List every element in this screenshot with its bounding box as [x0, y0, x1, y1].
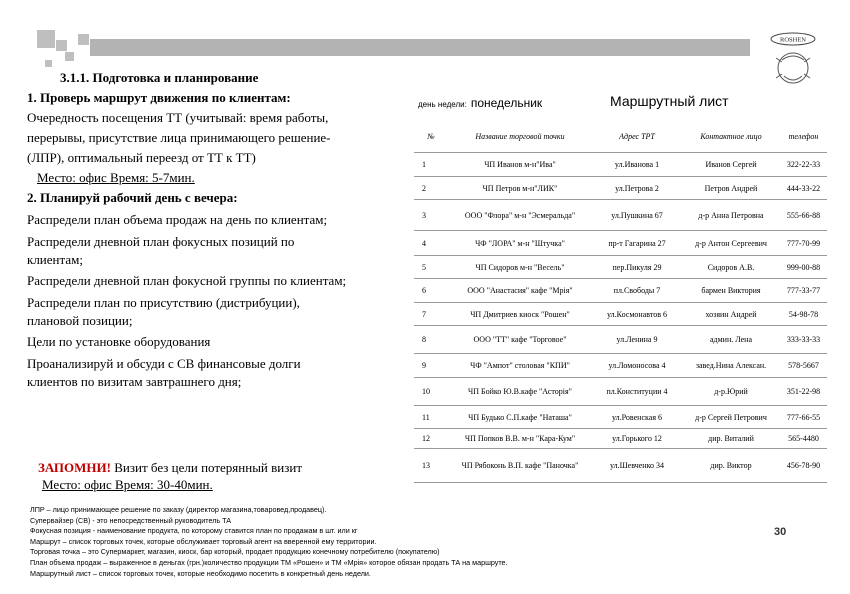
table-row [414, 406, 827, 429]
col-header: Адрес ТРТ [592, 121, 682, 153]
table-row [414, 378, 827, 406]
outlet-name: ООО "Анастасия" кафе "Мрія" [448, 279, 592, 303]
contact-person: хозяин Андрей [682, 303, 780, 326]
row-number: 3 [414, 200, 448, 231]
place-time-2: Место: офис Время: 30-40мин. [42, 477, 213, 492]
page-number: 30 [774, 526, 787, 538]
outlet-address: ул.Пушкина 67 [592, 200, 682, 231]
contact-person: админ. Лена [682, 326, 780, 354]
table-row [414, 200, 827, 231]
contact-person: дир. Виталий [682, 429, 780, 449]
step2-line: Распредели дневной план фокусной группы по клиентам; [27, 273, 347, 288]
phone: 444-33-22 [780, 177, 827, 200]
outlet-name: ЧП Сидоров м-н "Весель" [448, 256, 592, 279]
definition-line: План объема продаж – выраженное в деньгах (грн.)количество продукции ТМ «Рошен» и ТМ «Мрія» которое обязан продать ТА на маршруте. [30, 557, 508, 567]
row-number: 5 [414, 256, 448, 279]
row-number: 8 [414, 326, 448, 354]
definitions [30, 505, 508, 579]
phone: 777-66-55 [780, 406, 827, 429]
table-header-row [414, 121, 827, 153]
phone: 456-78-90 [780, 449, 827, 483]
decor-square [37, 30, 55, 48]
contact-person: Сидоров А.В. [682, 256, 780, 279]
outlet-address: пл.Конституции 4 [592, 378, 682, 406]
definition-line: Фокусная позиция - наименование продукта, по которому ставится план по продажам в шт. или кг [30, 526, 358, 536]
col-header: Контактное лицо [682, 121, 780, 153]
step2-line: клиентам; [27, 252, 83, 267]
phone: 54-98-78 [780, 303, 827, 326]
outlet-address: пл.Свободы 7 [592, 279, 682, 303]
outlet-name: ЧП Иванов м-н"Ива" [448, 153, 592, 177]
step1-line: перерывы, присутствие лица принимающего решение- [27, 130, 331, 145]
outlet-address: ул.Иванова 1 [592, 153, 682, 177]
route-table [414, 121, 827, 483]
phone: 999-00-88 [780, 256, 827, 279]
roshen-logo [762, 30, 824, 92]
table-row [414, 177, 827, 200]
outlet-name: ЧП Дмитриев киоск "Рошен" [448, 303, 592, 326]
outlet-name: ЧП Будько С.П.кафе "Наташа" [448, 406, 592, 429]
decor-square [65, 52, 74, 61]
weekday [418, 94, 542, 112]
row-number: 9 [414, 354, 448, 378]
contact-person: д-р Анна Петровна [682, 200, 780, 231]
row-number: 4 [414, 231, 448, 256]
outlet-name: ЧП Бойко Ю.В.кафе "Асторія" [448, 378, 592, 406]
row-number: 13 [414, 449, 448, 483]
outlet-name: ЧФ "ЛОРА" м-н "Штучка" [448, 231, 592, 256]
route-sheet-title: Маршрутный лист [610, 93, 729, 109]
contact-person: д-р Антон Сергеевич [682, 231, 780, 256]
contact-person: бармен Виктория [682, 279, 780, 303]
table-row [414, 231, 827, 256]
decor-square [56, 40, 67, 51]
phone: 555-66-88 [780, 200, 827, 231]
step2-line: Распредели план объема продаж на день по клиентам; [27, 212, 328, 227]
step1-heading: 1. Проверь маршрут движения по клиентам: [27, 90, 291, 105]
section-title: 3.1.1. Подготовка и планирование [60, 70, 259, 85]
weekday-value: понедельник [470, 96, 543, 110]
row-number: 7 [414, 303, 448, 326]
step1-line: Очередность посещения ТТ (учитывай: время работы, [27, 110, 329, 125]
header-bar [90, 39, 750, 56]
definition-line: Супервайзер (СВ) - это непосредственный руководитель ТА [30, 515, 232, 525]
outlet-name: ЧП Рябоконь В.П. кафе "Паночка" [448, 449, 592, 483]
table-row [414, 279, 827, 303]
contact-person: д-р.Юрий [682, 378, 780, 406]
outlet-address: ул.Горького 12 [592, 429, 682, 449]
remember-text: Визит без цели потерянный визит [110, 460, 303, 475]
definition-line: ЛПР – лицо принимающее решение по заказу (директор магазина,товаровед,продавец). [30, 505, 327, 514]
phone: 777-33-77 [780, 279, 827, 303]
outlet-name: ЧП Попков В.В. м-н "Кара-Кум" [448, 429, 592, 449]
row-number: 6 [414, 279, 448, 303]
table-row [414, 153, 827, 177]
phone: 565-4480 [780, 429, 827, 449]
step2-line: плановой позиции; [27, 313, 133, 328]
decor-square [45, 60, 52, 67]
decor-square [78, 34, 89, 45]
phone: 578-5667 [780, 354, 827, 378]
outlet-address: ул.Космонавтов 6 [592, 303, 682, 326]
col-header: Название торговой точки [448, 121, 592, 153]
row-number: 11 [414, 406, 448, 429]
outlet-name: ООО "ТТ" кафе "Торговое" [448, 326, 592, 354]
svg-text:ROSHEN: ROSHEN [779, 36, 807, 44]
col-header: телефон [780, 121, 827, 153]
step2-line: Распредели план по присутствию (дистрибуции), [27, 295, 300, 310]
contact-person: д-р Сергей Петрович [682, 406, 780, 429]
table-row [414, 429, 827, 449]
remember-label: ЗАПОМНИ! [38, 460, 111, 475]
table-row [414, 303, 827, 326]
step2-line: Распредели дневной план фокусных позиций по [27, 234, 295, 249]
table-row [414, 326, 827, 354]
weekday-label: день недели: [418, 100, 467, 109]
phone: 333-33-33 [780, 326, 827, 354]
contact-person: Петров Андрей [682, 177, 780, 200]
step2-line: Цели по установке оборудования [27, 334, 211, 349]
phone: 777-70-99 [780, 231, 827, 256]
table-row [414, 354, 827, 378]
outlet-address: ул.Ломоносова 4 [592, 354, 682, 378]
outlet-name: ЧФ "Ампот" столовая "КПИ" [448, 354, 592, 378]
table-row [414, 256, 827, 279]
outlet-address: ул.Ровенская 6 [592, 406, 682, 429]
step2-line: Проанализируй и обсуди с СВ финансовые долги [27, 356, 301, 371]
row-number: 1 [414, 153, 448, 177]
step2-heading: 2. Планируй рабочий день с вечера: [27, 190, 238, 205]
outlet-address: ул.Шевченко 34 [592, 449, 682, 483]
outlet-address: пер.Пикуля 29 [592, 256, 682, 279]
remember-note [38, 460, 302, 476]
table-row [414, 449, 827, 483]
definition-line: Маршрутный лист – список торговых точек, которые необходимо посетить в конкретный день недели. [30, 568, 371, 578]
contact-person: Иванов Сергей [682, 153, 780, 177]
outlet-address: ул.Петрова 2 [592, 177, 682, 200]
step1-line: (ЛПР), оптимальный переезд от ТТ к ТТ) [27, 150, 256, 165]
outlet-address: пр-т Гагарина 27 [592, 231, 682, 256]
definition-line: Торговая точка – это Супермаркет, магазин, киоск, бар который, продает продукцию конечному потребителю (покупателю) [30, 547, 440, 557]
outlet-name: ЧП Петров м-н"ЛИК" [448, 177, 592, 200]
row-number: 12 [414, 429, 448, 449]
definition-line: Маршрут – список торговых точек, которые обслуживает торговый агент на вверенной ему территории. [30, 536, 377, 546]
col-header: № [414, 121, 448, 153]
contact-person: завед.Нина Алексан. [682, 354, 780, 378]
phone: 322-22-33 [780, 153, 827, 177]
outlet-name: ООО "Флора" м-н "Эсмеральда" [448, 200, 592, 231]
step2-line: клиентов по визитам завтрашнего дня; [27, 374, 242, 389]
place-time-1: Место: офис Время: 5-7мин. [37, 170, 195, 185]
row-number: 2 [414, 177, 448, 200]
row-number: 10 [414, 378, 448, 406]
outlet-address: ул.Ленина 9 [592, 326, 682, 354]
phone: 351-22-98 [780, 378, 827, 406]
contact-person: дир. Виктор [682, 449, 780, 483]
